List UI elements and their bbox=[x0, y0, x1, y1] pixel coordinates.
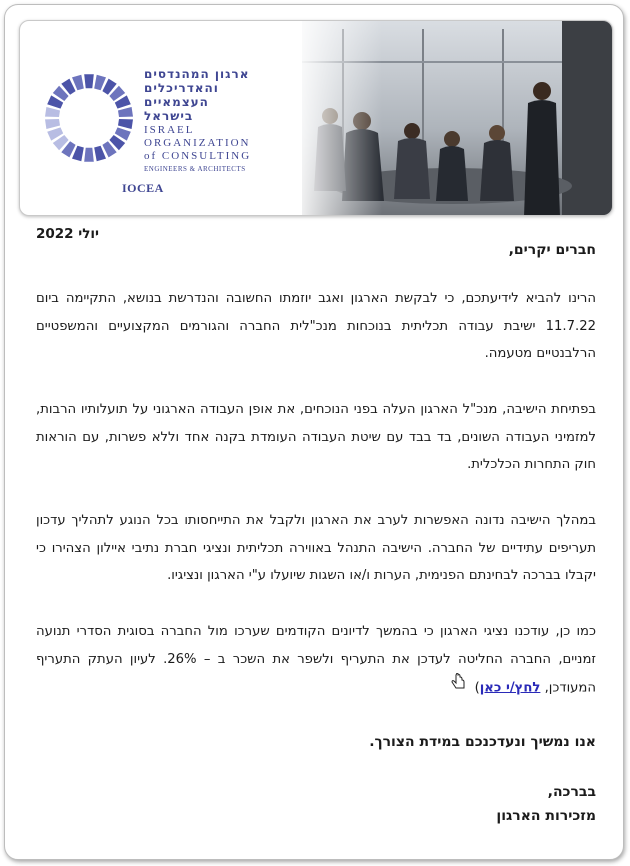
org-hebrew-line-2: והאדריכלים bbox=[144, 81, 219, 95]
org-english-line-1: ISRAEL bbox=[144, 124, 195, 136]
org-english-line-2: ORGANIZATION bbox=[144, 137, 251, 149]
logo-ring-icon bbox=[42, 71, 136, 165]
letter-date: יולי 2022 bbox=[36, 226, 100, 242]
paragraph-2: בפתיחת הישיבה, מנכ"ל הארגון העלה בפני הנוכחים, את אופן העבודה הארגוני על תועלותיו הרבות, למזמיני העבודה השונים, בד בבד עם שיטת העבודה העומדת בקנה אחד וללא פשרות, עם הוראות חוק התחרות הכלכלית. bbox=[36, 402, 596, 472]
greeting: חברים יקרים, bbox=[508, 242, 596, 258]
paragraph-4 bbox=[36, 618, 596, 702]
signature: מזכירות הארגון bbox=[496, 808, 596, 824]
link-suffix: ) bbox=[474, 680, 480, 696]
meeting-photo bbox=[302, 21, 612, 216]
tariff-link[interactable]: לחץ/י כאן bbox=[479, 680, 541, 696]
org-english-line-4: ENGINEERS & ARCHITECTS bbox=[144, 165, 246, 173]
closing-line: אנו נמשיך ונעדכנכם במידת הצורך. bbox=[369, 734, 596, 750]
logo-segment bbox=[45, 119, 60, 129]
org-hebrew-line-4: בישראל bbox=[144, 109, 194, 123]
pointing-hand-icon bbox=[450, 673, 468, 702]
header-banner bbox=[19, 20, 613, 216]
logo-segment bbox=[84, 74, 94, 88]
org-hebrew-line-1: ארגון המהנדסים bbox=[144, 67, 250, 81]
paragraph-3: במהלך הישיבה נדונה האפשרות לערב את הארגון ולקבל את התייחסותו בכל הנוגע לתהליך עדכון תעריפים עתידיים של החברה. הישיבה התנהל באווירה תכליתית ונציגי חברת נתיבי איילון הצהירו כי יקבלו בברכה לבחינתם הפנימית, הערות ו/או השגות שיועלו ע"י הארגון ונציגיו. bbox=[36, 513, 596, 583]
logo-segment bbox=[118, 107, 133, 117]
logo-segment bbox=[84, 148, 94, 162]
org-acronym: IOCEA bbox=[122, 181, 164, 195]
org-hebrew-line-3: העצמאיים bbox=[144, 95, 209, 109]
paragraph-4-text: כמו כן, עודכנו נציגי הארגון כי בהמשך לדיונים הקודמים שערכו מול החברה בסוגית הסדרי תנועה זמניים, החברה החליטה לעדכן את התעריף ולשפר את השכר ב – 26%. לעיון העתק התעריף המעודכן, bbox=[36, 624, 596, 696]
paragraph-1: הרינו להביא לידיעתכם, כי לבקשת הארגון ואגב יוזמתו החשובה והנדרשת בנושא, התקיימה ביום 11.7.22 ישיבת עבודה תכליתית בנוכחות מנכ"לית החברה והגורמים המקצועיים והמשפטיים הרלבנטיים מטעמה. bbox=[36, 291, 596, 361]
org-english-line-3: of CONSULTING bbox=[144, 150, 252, 162]
org-name-block bbox=[144, 67, 262, 175]
logo-segment bbox=[45, 107, 60, 117]
sign-off: בברכה, bbox=[547, 784, 596, 800]
logo-segment bbox=[118, 119, 133, 129]
